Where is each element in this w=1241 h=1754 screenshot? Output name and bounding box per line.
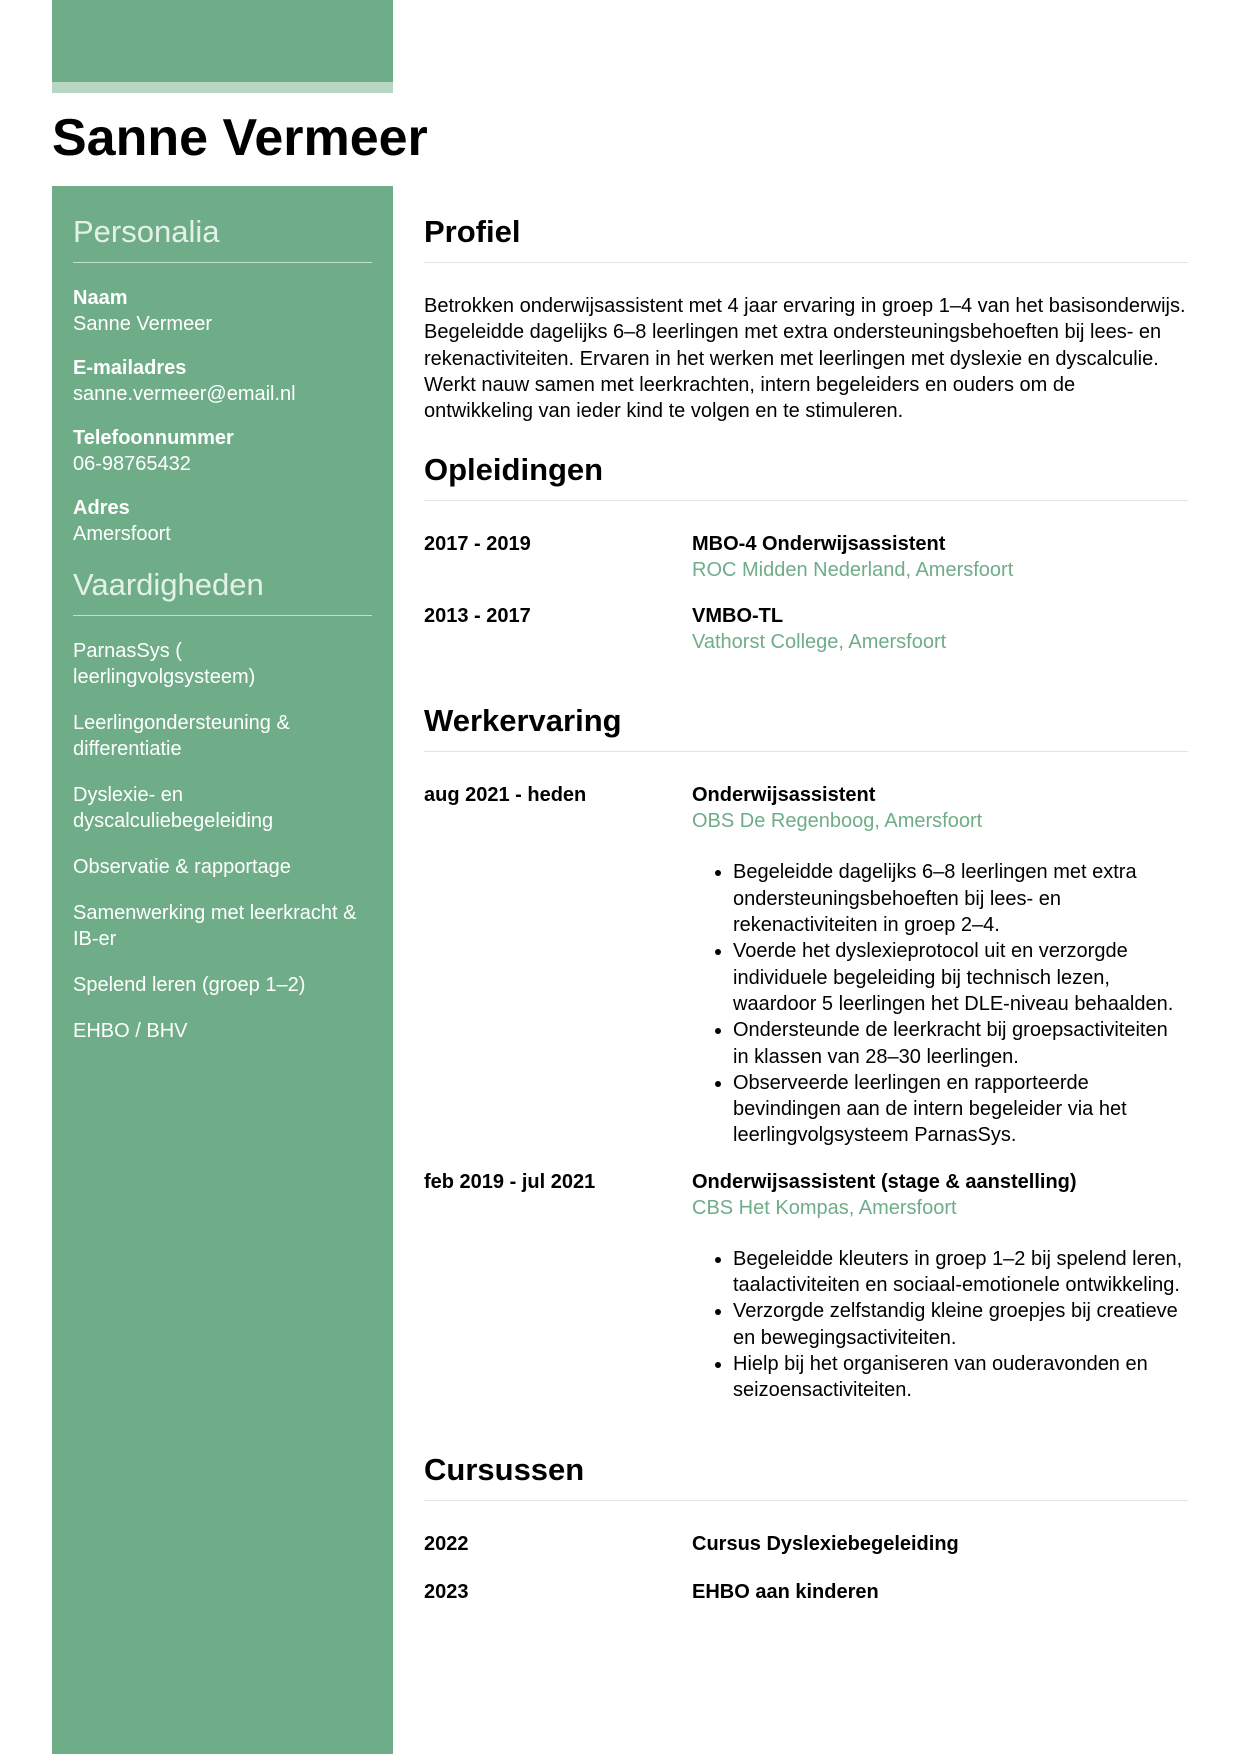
- profile-section: [424, 186, 1188, 424]
- entry-bullets: [692, 1246, 1188, 1404]
- field-value: sanne.vermeer@email.nl: [73, 383, 296, 405]
- skill-item: Observatie & rapportage: [73, 856, 291, 878]
- education-entry: [424, 603, 1188, 655]
- field-label: E-mailadres: [73, 357, 187, 379]
- profile-heading: Profiel: [424, 186, 1188, 263]
- courses-heading: Cursussen: [424, 1424, 1188, 1501]
- entry-body: [692, 531, 1188, 583]
- bullet-item: • Ondersteunde de leerkracht bij groepsactiviteiten in klassen van 28–30 leerlingen.: [733, 1017, 1188, 1070]
- bullet-item: • Verzorgde zelfstandig kleine groepjes bij creatieve en bewegingsactiviteiten.: [733, 1298, 1188, 1351]
- field-value: Amersfoort: [73, 523, 171, 545]
- skill-item: Leerlingondersteuning & differentiatie: [73, 712, 290, 760]
- skill-item: Spelend leren (groep 1–2): [73, 974, 306, 996]
- skills-heading: Vaardigheden: [73, 565, 372, 616]
- entry-employer: CBS Het Kompas, Amersfoort: [692, 1196, 957, 1219]
- education-heading: Opleidingen: [424, 424, 1188, 501]
- entry-title: Cursus Dyslexiebegeleiding: [692, 1532, 959, 1555]
- field-label: Naam: [73, 287, 128, 309]
- bullet-item: • Observeerde leerlingen en rapporteerde bevindingen aan de intern begeleider via het leerlingvolgsysteem ParnasSys.: [733, 1070, 1188, 1149]
- entry-date: 2017 - 2019: [424, 533, 531, 556]
- profile-text: Betrokken onderwijsassistent met 4 jaar ervaring in groep 1–4 van het basisonderwijs. Begeleidde dagelijks 6–8 leerlingen met extra ondersteuningsbehoeften bij lees- en rekenactiviteiten. Ervaren in het werken met leerlingen met dyslexie en dyscalculie. Werkt nauw samen met leerkrachten, intern begeleiders en ouders om de ontwikkeling van ieder kind te volgen en te stimuleren.: [424, 295, 1186, 423]
- skill-item: ParnasSys ( leerlingvolgsysteem): [73, 640, 256, 688]
- entry-body: [692, 1579, 1188, 1605]
- entry-bullets: [692, 859, 1188, 1148]
- header-accent-block: [52, 0, 393, 82]
- entry-body: [692, 1531, 1188, 1557]
- entry-title: Onderwijsassistent (stage & aanstelling): [692, 1170, 1077, 1193]
- entry-title: EHBO aan kinderen: [692, 1580, 879, 1603]
- entry-institution: ROC Midden Nederland, Amersfoort: [692, 559, 1014, 582]
- courses-list: [424, 1531, 1188, 1605]
- field-address: [73, 495, 372, 547]
- skill-item: Samenwerking met leerkracht & IB-er: [73, 902, 357, 950]
- entry-institution: Vathorst College, Amersfoort: [692, 631, 947, 654]
- course-entry: [424, 1531, 1188, 1557]
- experience-list: [424, 782, 1188, 1403]
- entry-body: [692, 1169, 1188, 1404]
- field-email: [73, 355, 372, 407]
- field-value: Sanne Vermeer: [73, 313, 212, 335]
- experience-entry: [424, 782, 1188, 1148]
- entry-title: MBO-4 Onderwijsassistent: [692, 533, 946, 556]
- entry-date: aug 2021 - heden: [424, 784, 587, 807]
- personal-heading: Personalia: [73, 212, 372, 263]
- field-value: 06-98765432: [73, 453, 191, 475]
- bullet-item: • Begeleidde dagelijks 6–8 leerlingen met extra ondersteuningsbehoeften bij lees- en rekenactiviteiten in groep 2–4.: [733, 859, 1188, 938]
- experience-heading: Werkervaring: [424, 675, 1188, 752]
- experience-entry: [424, 1169, 1188, 1404]
- bullet-item: • Begeleidde kleuters in groep 1–2 bij spelend leren, taalactiviteiten en sociaal-emotionele ontwikkeling.: [733, 1246, 1188, 1299]
- field-phone: [73, 425, 372, 477]
- entry-date: feb 2019 - jul 2021: [424, 1170, 596, 1193]
- header-accent-strip: [52, 82, 393, 93]
- entry-body: [692, 782, 1188, 1148]
- sidebar: [52, 186, 393, 1754]
- field-name: [73, 285, 372, 337]
- entry-employer: OBS De Regenboog, Amersfoort: [692, 810, 983, 833]
- field-label: Telefoonnummer: [73, 427, 234, 449]
- entry-date: 2022: [424, 1532, 469, 1555]
- education-list: [424, 531, 1188, 655]
- education-entry: [424, 531, 1188, 583]
- candidate-name: Sanne Vermeer: [52, 109, 428, 167]
- experience-section: [424, 675, 1188, 1403]
- bullet-item: • Hielp bij het organiseren van ouderavonden en seizoensactiviteiten.: [733, 1351, 1188, 1404]
- entry-date: 2013 - 2017: [424, 605, 531, 628]
- main-content: [424, 186, 1188, 1627]
- education-section: [424, 424, 1188, 655]
- courses-section: [424, 1424, 1188, 1605]
- entry-title: VMBO-TL: [692, 605, 784, 628]
- skill-item: Dyslexie- en dyscalculiebegeleiding: [73, 784, 274, 832]
- course-entry: [424, 1579, 1188, 1605]
- field-label: Adres: [73, 497, 130, 519]
- skill-item: EHBO / BHV: [73, 1020, 188, 1042]
- entry-title: Onderwijsassistent: [692, 784, 876, 807]
- bullet-item: • Voerde het dyslexieprotocol uit en verzorgde individuele begeleiding bij technisch lezen, waardoor 5 leerlingen het DLE-niveau behaalden.: [733, 938, 1188, 1017]
- entry-body: [692, 603, 1188, 655]
- entry-date: 2023: [424, 1580, 469, 1603]
